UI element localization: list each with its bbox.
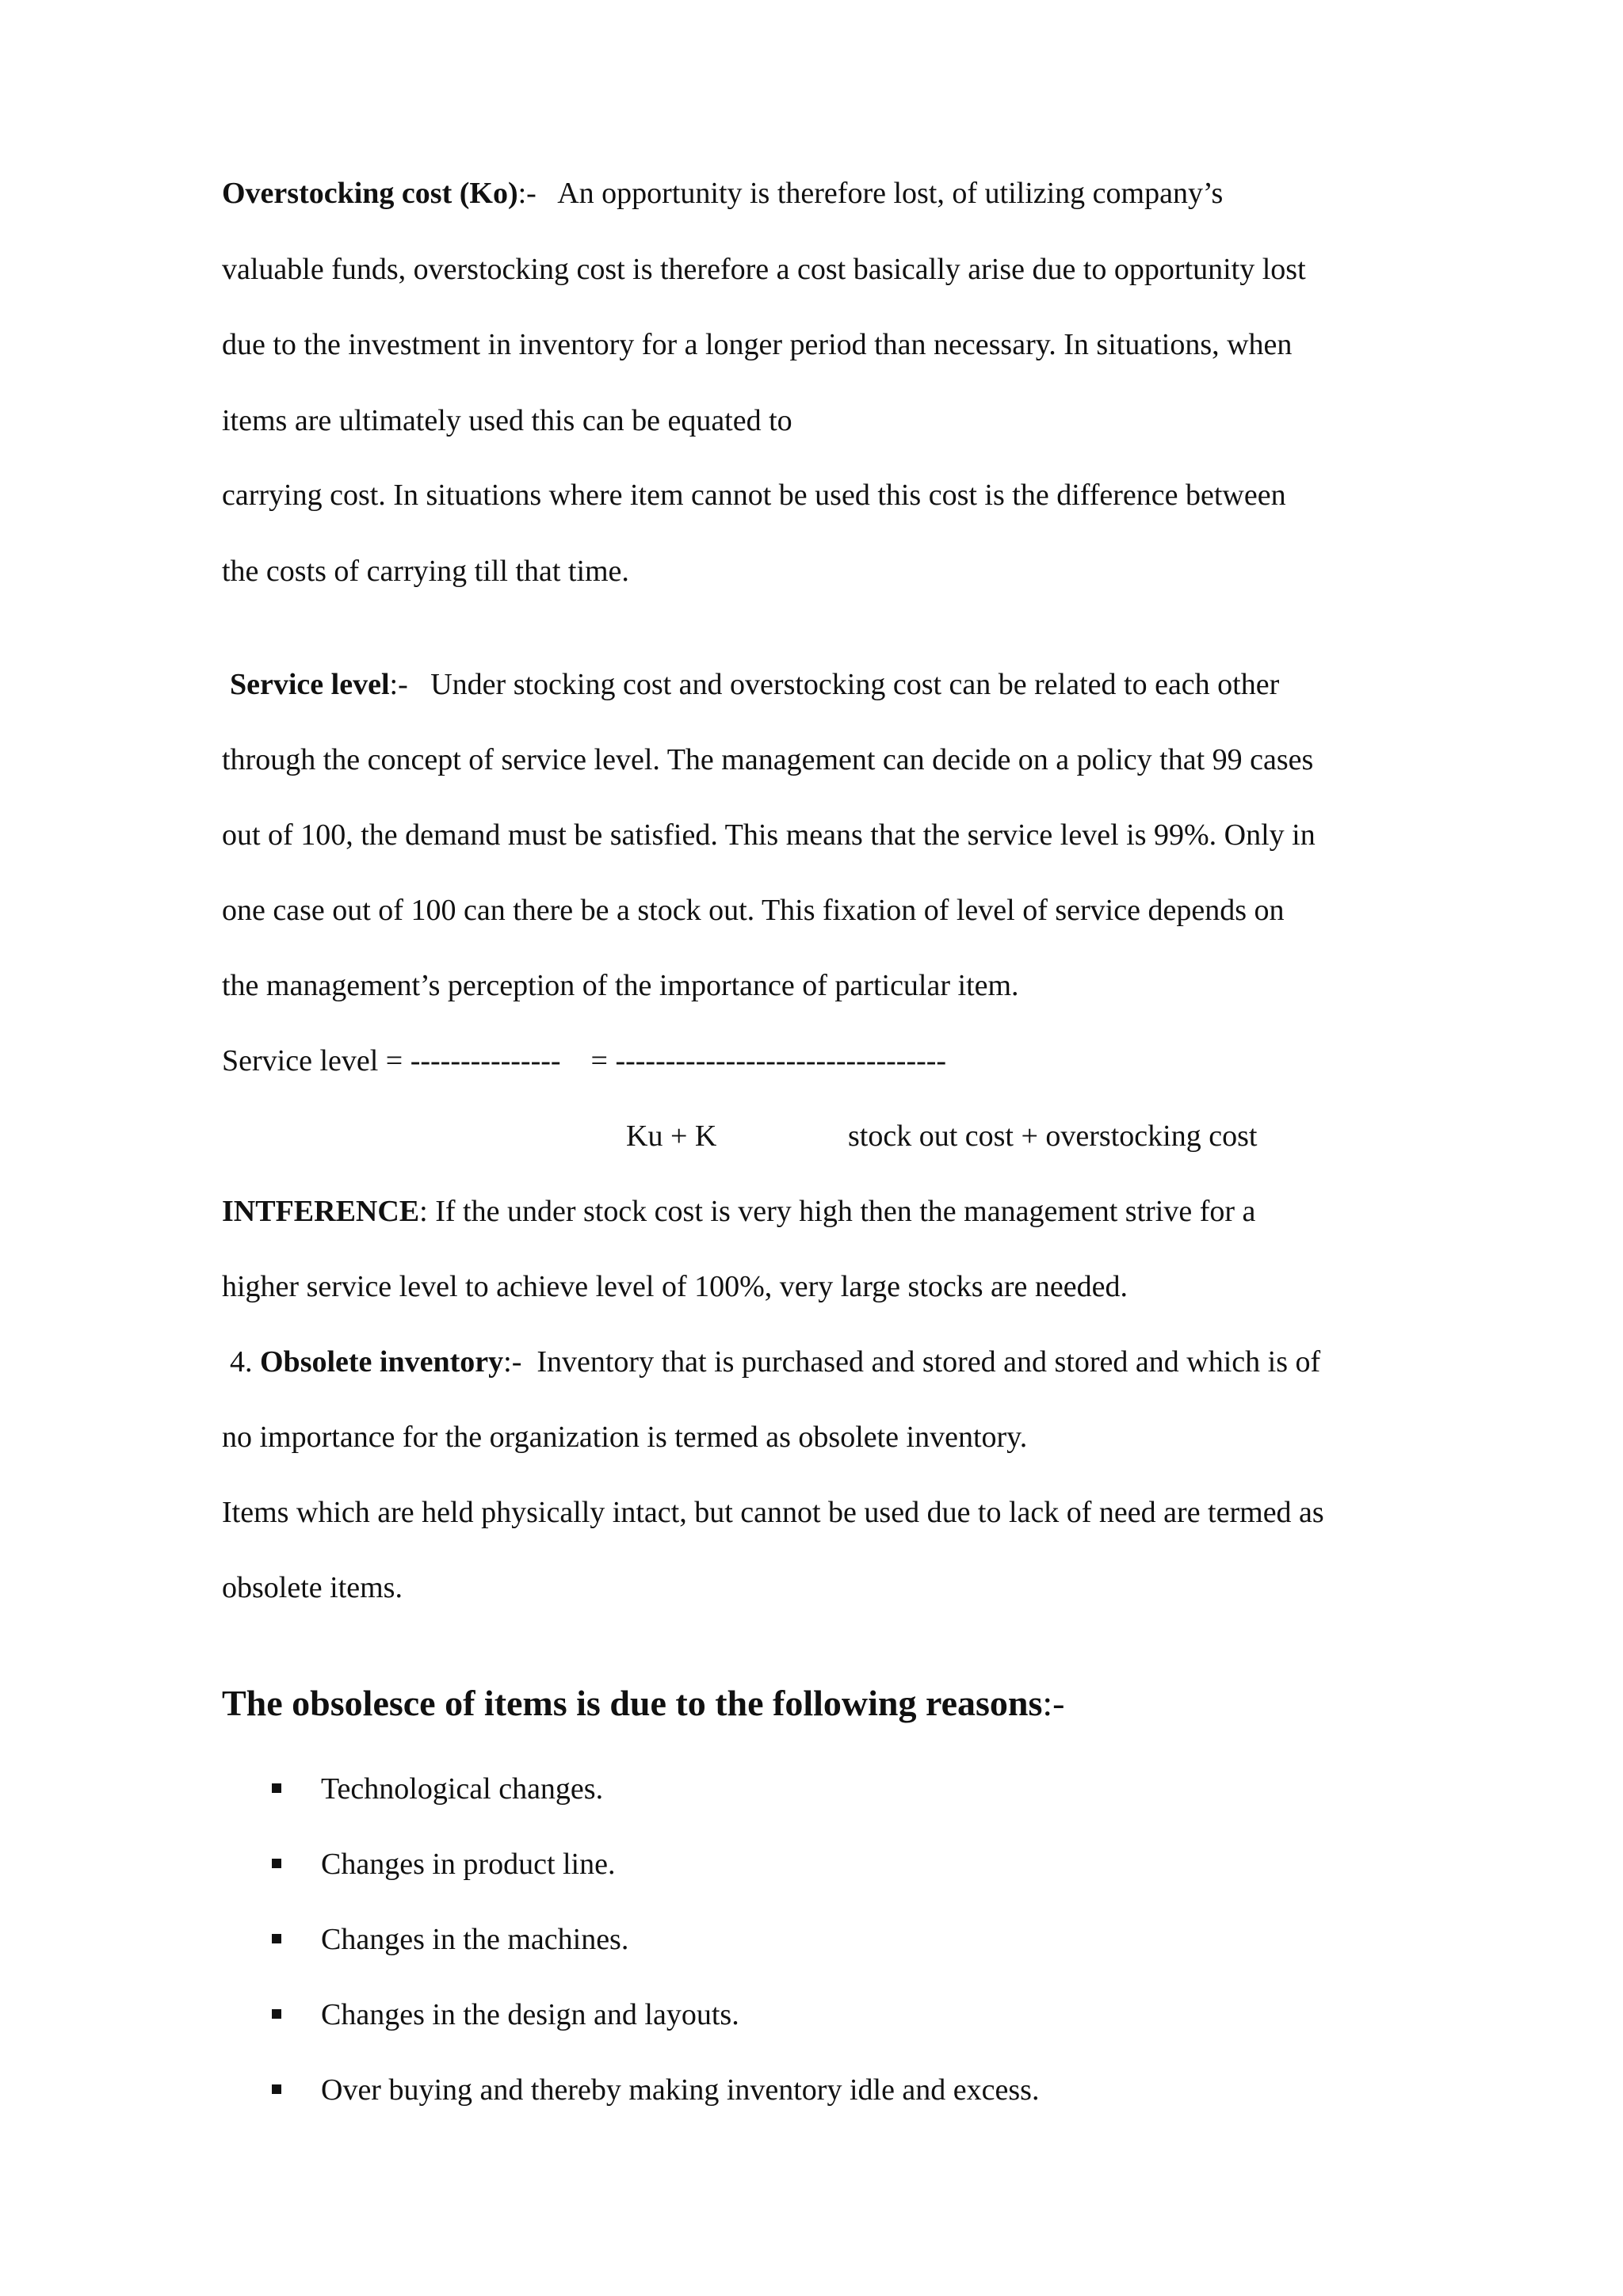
formula-denominator-symbolic: Ku + K (626, 1119, 717, 1153)
overstocking-sep: :- (517, 177, 537, 210)
square-bullet-icon (272, 2009, 281, 2019)
obsolete-line-1 (230, 1343, 1320, 1381)
obsolete-line-2: no importance for the organization is termed as obsolete inventory. (222, 1421, 1028, 1454)
inference-term: INTFERENCE (222, 1195, 420, 1228)
obsolete-line-3: Items which are held physically intact, but cannot be used due to lack of need are termed as (222, 1496, 1324, 1529)
obsolete-line-4: obsolete items. (222, 1571, 403, 1604)
reasons-heading (222, 1681, 1065, 1726)
overstocking-text-1: An opportunity is therefore lost, of utilizing company’s (536, 177, 1224, 210)
service-level-line-3: out of 100, the demand must be satisfied. This means that the service level is 99%. Only in (222, 818, 1316, 852)
overstocking-line-1 (222, 174, 1223, 212)
service-level-text-1: Under stocking cost and overstocking cost can be related to each other (407, 668, 1280, 701)
list-item-text: Changes in the machines. (321, 1923, 629, 1956)
formula-denominator-text: stock out cost + overstocking cost (848, 1119, 1258, 1153)
list-item-text: Changes in the design and layouts. (321, 1998, 739, 2031)
square-bullet-icon (272, 1859, 281, 1868)
service-level-line-4: one case out of 100 can there be a stock out. This fixation of level of service depends on (222, 894, 1285, 927)
overstocking-line-3: due to the investment in inventory for a longer period than necessary. In situations, when (222, 328, 1293, 361)
obsolete-number: 4. (230, 1345, 260, 1379)
reasons-heading-text: The obsolesce of items is due to the following reasons (222, 1683, 1043, 1723)
inference-line-2: higher service level to achieve level of 100%, very large stocks are needed. (222, 1270, 1128, 1303)
square-bullet-icon (272, 1934, 281, 1943)
list-item-text: Changes in product line. (321, 1848, 616, 1881)
square-bullet-icon (272, 1783, 281, 1793)
reasons-heading-suffix: :- (1042, 1683, 1065, 1723)
overstocking-line-2: valuable funds, overstocking cost is therefore a cost basically arise due to opportunity lost (222, 253, 1306, 286)
service-level-term: Service level (230, 668, 390, 701)
square-bullet-icon (272, 2084, 281, 2094)
inference-line-1 (222, 1192, 1255, 1230)
service-level-sep: :- (389, 668, 408, 701)
service-level-line-1 (230, 666, 1279, 704)
service-level-formula: Service level = --------------- = --------------------------------- (222, 1044, 947, 1077)
overstocking-line-6: the costs of carrying till that time. (222, 555, 629, 588)
overstocking-line-4: items are ultimately used this can be equated to (222, 404, 792, 437)
list-item-text: Over buying and thereby making inventory idle and excess. (321, 2073, 1040, 2107)
overstocking-term: Overstocking cost (Ko) (222, 177, 518, 210)
obsolete-text-1: :- Inventory that is purchased and stored and stored and which is of (503, 1345, 1321, 1379)
inference-text-1: : If the under stock cost is very high then the management strive for a (419, 1195, 1256, 1228)
list-item-text: Technological changes. (321, 1772, 604, 1806)
overstocking-line-5: carrying cost. In situations where item cannot be used this cost is the difference between (222, 479, 1286, 512)
service-level-line-5: the management’s perception of the importance of particular item. (222, 969, 1019, 1002)
service-level-line-2: through the concept of service level. The management can decide on a policy that 99 cases (222, 743, 1314, 776)
obsolete-term: Obsolete inventory (260, 1345, 504, 1379)
